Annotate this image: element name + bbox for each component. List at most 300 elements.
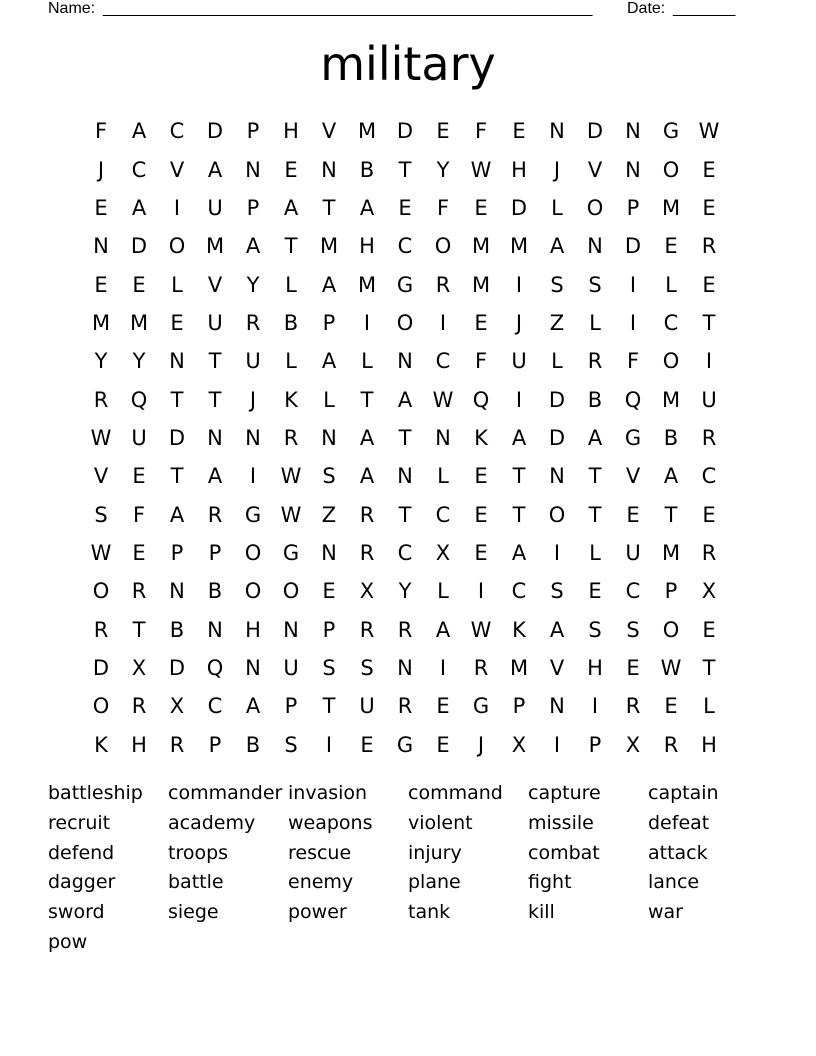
grid-cell: B [587,387,603,412]
grid-cell: I [553,732,561,757]
grid-cell: E [702,195,716,220]
word-list-item: captain [648,782,719,804]
grid-cell: D [206,119,224,144]
grid-cell: B [245,732,261,757]
grid-cell: V [93,464,109,489]
grid-cell: T [398,425,412,450]
grid-cell: T [322,195,336,220]
grid-cell: E [132,464,146,489]
grid-cell: F [94,119,108,144]
grid-cell: T [512,464,526,489]
grid-cell: S [550,579,564,604]
grid-cell: L [589,310,601,335]
grid-cell: F [132,502,146,527]
grid-cell: C [435,502,451,527]
word-list-item: commander [168,782,283,804]
grid-cell: M [509,234,529,259]
grid-cell: M [205,234,225,259]
word-list-item: dagger [48,871,116,894]
grid-cell: E [474,464,488,489]
grid-cell: N [549,119,565,144]
grid-cell: J [553,157,561,182]
word-list-item: kill [528,901,555,924]
grid-cell: X [701,579,717,604]
grid-cell: R [131,694,147,719]
grid-cell: T [360,387,374,412]
grid-cell: R [93,617,109,642]
grid-cell: C [511,579,527,604]
grid-cell: K [94,732,108,757]
grid-cell: E [474,310,488,335]
grid-cell: E [474,502,488,527]
grid-cell: M [509,655,529,680]
grid-cell: N [397,655,413,680]
grid-cell: W [470,617,492,642]
grid-cell: P [284,694,298,719]
grid-cell: U [245,349,261,374]
grid-cell: E [436,732,450,757]
grid-cell: N [625,157,641,182]
grid-cell: C [663,310,679,335]
grid-cell: V [207,272,223,297]
grid-cell: H [245,617,261,642]
grid-cell: F [626,349,640,374]
grid-cell: T [132,617,146,642]
grid-cell: N [435,425,451,450]
word-list-item: enemy [288,871,354,894]
grid-cell: J [249,387,257,412]
grid-cell: G [396,272,414,297]
grid-cell: P [322,310,336,335]
word-list-item: recruit [48,811,111,834]
grid-cell: E [132,540,146,565]
grid-cell: I [249,464,257,489]
grid-cell: N [245,425,261,450]
header-line [48,0,768,20]
grid-cell: N [397,464,413,489]
grid-cell: U [207,310,223,335]
grid-cell: E [512,119,526,144]
grid-cell: Y [436,157,450,182]
grid-cell: M [91,310,111,335]
grid-cell: L [171,272,183,297]
grid-cell: A [663,464,679,489]
grid-cell: R [701,425,717,450]
grid-cell: A [169,502,185,527]
grid-cell: I [591,694,599,719]
grid-cell: L [285,349,297,374]
grid-cell: O [92,579,110,604]
grid-cell: X [169,694,185,719]
grid-cell: E [702,272,716,297]
grid-cell: P [246,195,260,220]
grid-cell: H [511,157,527,182]
grid-cell: X [435,540,451,565]
grid-cell: E [664,234,678,259]
word-list-item: violent [408,811,473,834]
grid-cell: R [397,694,413,719]
grid-cell: A [359,464,375,489]
grid-cell: P [664,579,678,604]
grid-cell: Y [398,579,412,604]
grid-cell: H [359,234,375,259]
grid-cell: M [471,272,491,297]
grid-cell: W [90,540,112,565]
grid-cell: E [360,732,374,757]
grid-cell: Z [321,502,337,527]
grid-cell: V [321,119,337,144]
grid-cell: A [131,195,147,220]
grid-cell: H [283,119,299,144]
grid-cell: R [625,694,641,719]
letter-grid [82,112,728,764]
grid-cell: O [662,617,680,642]
grid-cell: H [587,655,603,680]
grid-cell: L [665,272,677,297]
grid-cell: E [702,617,716,642]
grid-cell: I [439,655,447,680]
grid-cell: U [207,195,223,220]
grid-cell: S [322,655,336,680]
grid-cell: X [625,732,641,757]
grid-cell: S [284,732,298,757]
grid-cell: L [551,349,563,374]
puzzle-title: military [320,37,496,91]
grid-cell: R [359,617,375,642]
word-list-item: war [648,901,683,924]
word-list-item: defend [48,841,115,864]
grid-cell: Q [624,387,642,412]
grid-cell: Q [206,655,224,680]
grid-cell: R [283,425,299,450]
grid-cell: T [664,502,678,527]
grid-cell: G [244,502,262,527]
grid-cell: E [626,502,640,527]
grid-cell: T [208,387,222,412]
grid-cell: N [245,157,261,182]
grid-cell: V [587,157,603,182]
grid-cell: Y [246,272,260,297]
grid-cell: L [437,579,449,604]
grid-cell: A [587,425,603,450]
grid-cell: B [169,617,185,642]
grid-cell: X [511,732,527,757]
grid-cell: G [662,119,680,144]
grid-cell: P [170,540,184,565]
grid-cell: F [474,119,488,144]
grid-cell: T [702,655,716,680]
grid-cell: S [360,655,374,680]
grid-cell: L [703,694,715,719]
grid-cell: A [359,425,375,450]
grid-cell: N [321,540,337,565]
grid-cell: E [436,119,450,144]
grid-cell: P [208,732,222,757]
grid-cell: E [474,540,488,565]
name-label: Name: [48,0,96,17]
grid-cell: I [325,732,333,757]
grid-cell: X [359,579,375,604]
grid-cell: B [359,157,375,182]
word-list-item: weapons [288,811,373,834]
grid-cell: I [173,195,181,220]
grid-cell: T [588,464,602,489]
grid-cell: S [588,617,602,642]
grid-cell: E [474,195,488,220]
grid-cell: F [474,349,488,374]
grid-cell: I [629,272,637,297]
grid-cell: X [131,655,147,680]
grid-cell: N [397,349,413,374]
word-list-item: combat [528,841,600,864]
grid-cell: P [626,195,640,220]
grid-cell: Z [549,310,565,335]
grid-cell: A [245,234,261,259]
grid-cell: O [168,234,186,259]
grid-cell: R [359,502,375,527]
grid-cell: B [663,425,679,450]
word-list-item: attack [648,841,708,864]
grid-cell: M [661,195,681,220]
grid-cell: C [701,464,717,489]
grid-cell: O [244,540,262,565]
grid-cell: R [245,310,261,335]
grid-cell: N [549,694,565,719]
grid-cell: M [357,272,377,297]
grid-cell: A [207,157,223,182]
grid-cell: A [511,425,527,450]
grid-cell: C [625,579,641,604]
grid-cell: T [588,502,602,527]
grid-cell: W [698,119,720,144]
grid-cell: W [90,425,112,450]
grid-cell: Q [472,387,490,412]
grid-cell: Y [94,349,108,374]
grid-cell: L [551,195,563,220]
grid-cell: L [285,272,297,297]
grid-cell: Q [130,387,148,412]
grid-cell: O [396,310,414,335]
word-list-item: pow [48,930,88,953]
grid-cell: N [169,579,185,604]
grid-cell: A [435,617,451,642]
grid-cell: O [92,694,110,719]
grid-cell: P [512,694,526,719]
grid-cell: N [321,425,337,450]
word-list-item: battle [168,871,224,894]
grid-cell: Y [132,349,146,374]
grid-cell: N [625,119,641,144]
grid-cell: F [436,195,450,220]
grid-cell: S [94,502,108,527]
word-list-item: injury [408,841,462,864]
grid-cell: P [322,617,336,642]
grid-cell: L [437,464,449,489]
grid-cell: T [170,387,184,412]
grid-cell: B [207,579,223,604]
grid-cell: M [661,540,681,565]
grid-cell: A [321,349,337,374]
grid-cell: R [131,579,147,604]
grid-cell: C [397,234,413,259]
grid-cell: N [207,617,223,642]
grid-cell: D [92,655,110,680]
word-list-item: command [408,782,503,804]
word-list-item: lance [648,871,700,894]
grid-cell: I [705,349,713,374]
grid-cell: O [282,579,300,604]
grid-cell: A [359,195,375,220]
grid-cell: R [701,234,717,259]
grid-cell: I [553,540,561,565]
grid-cell: E [284,157,298,182]
grid-cell: C [207,694,223,719]
grid-cell: D [396,119,414,144]
date-label: Date: [627,0,666,17]
grid-cell: R [587,349,603,374]
grid-cell: R [663,732,679,757]
grid-cell: G [396,732,414,757]
grid-cell: U [625,540,641,565]
grid-cell: D [130,234,148,259]
date-blank: _______ [673,0,736,17]
grid-cell: S [588,272,602,297]
word-list-item: power [288,901,347,924]
grid-cell: E [94,195,108,220]
grid-cell: A [321,272,337,297]
grid-cell: R [93,387,109,412]
grid-cell: N [283,617,299,642]
grid-cell: E [702,157,716,182]
grid-cell: G [282,540,300,565]
name-blank: _______________________________________________________ [103,0,593,17]
word-list-item: plane [408,871,461,894]
grid-cell: E [626,655,640,680]
grid-cell: D [168,655,186,680]
grid-cell: D [168,425,186,450]
word-list-item: invasion [288,782,368,804]
grid-cell: R [397,617,413,642]
grid-cell: T [322,694,336,719]
grid-cell: E [132,272,146,297]
grid-cell: O [548,502,566,527]
grid-cell: C [169,119,185,144]
grid-cell: U [701,387,717,412]
word-list-item: defeat [648,811,710,834]
grid-cell: V [549,655,565,680]
grid-cell: I [515,272,523,297]
grid-cell: T [170,464,184,489]
grid-cell: U [359,694,375,719]
grid-cell: L [589,540,601,565]
grid-cell: N [207,425,223,450]
grid-cell: L [323,387,335,412]
grid-cell: T [398,502,412,527]
grid-cell: O [662,157,680,182]
grid-cell: N [321,157,337,182]
grid-cell: P [588,732,602,757]
grid-cell: O [434,234,452,259]
grid-cell: J [97,157,105,182]
grid-cell: U [131,425,147,450]
grid-cell: N [549,464,565,489]
grid-cell: M [471,234,491,259]
word-list-item: academy [168,811,256,834]
grid-cell: J [477,732,485,757]
grid-cell: J [515,310,523,335]
grid-cell: D [510,195,528,220]
word-list-item: troops [168,841,229,864]
grid-cell: M [661,387,681,412]
word-list-item: battleship [48,782,143,804]
word-list-item: siege [168,901,219,924]
grid-cell: I [477,579,485,604]
grid-cell: E [398,195,412,220]
grid-cell: A [511,540,527,565]
grid-cell: C [131,157,147,182]
grid-cell: P [246,119,260,144]
grid-cell: G [624,425,642,450]
grid-cell: W [470,157,492,182]
grid-cell: T [208,349,222,374]
grid-cell: T [398,157,412,182]
grid-cell: A [245,694,261,719]
grid-cell: E [588,579,602,604]
grid-cell: R [359,540,375,565]
grid-cell: A [397,387,413,412]
grid-cell: V [169,157,185,182]
grid-cell: D [624,234,642,259]
grid-cell: V [625,464,641,489]
grid-cell: P [208,540,222,565]
grid-cell: H [701,732,717,757]
grid-cell: L [361,349,373,374]
grid-cell: T [284,234,298,259]
grid-cell: A [549,234,565,259]
grid-cell: H [131,732,147,757]
grid-cell: K [512,617,526,642]
grid-cell: U [283,655,299,680]
grid-cell: I [439,310,447,335]
grid-cell: N [93,234,109,259]
grid-cell: R [435,272,451,297]
grid-cell: A [207,464,223,489]
grid-cell: A [283,195,299,220]
grid-cell: W [280,464,302,489]
grid-cell: G [472,694,490,719]
grid-cell: M [319,234,339,259]
grid-cell: M [129,310,149,335]
grid-cell: K [474,425,488,450]
word-list-item: missile [528,811,594,834]
grid-cell: E [170,310,184,335]
grid-cell: E [436,694,450,719]
grid-cell: A [131,119,147,144]
grid-cell: K [284,387,298,412]
grid-cell: I [515,387,523,412]
grid-cell: I [363,310,371,335]
grid-cell: T [512,502,526,527]
grid-cell: S [550,272,564,297]
grid-cell: R [207,502,223,527]
grid-cell: N [169,349,185,374]
grid-cell: D [586,119,604,144]
grid-cell: S [626,617,640,642]
grid-cell: W [280,502,302,527]
grid-cell: E [322,579,336,604]
grid-cell: E [702,502,716,527]
grid-cell: T [702,310,716,335]
